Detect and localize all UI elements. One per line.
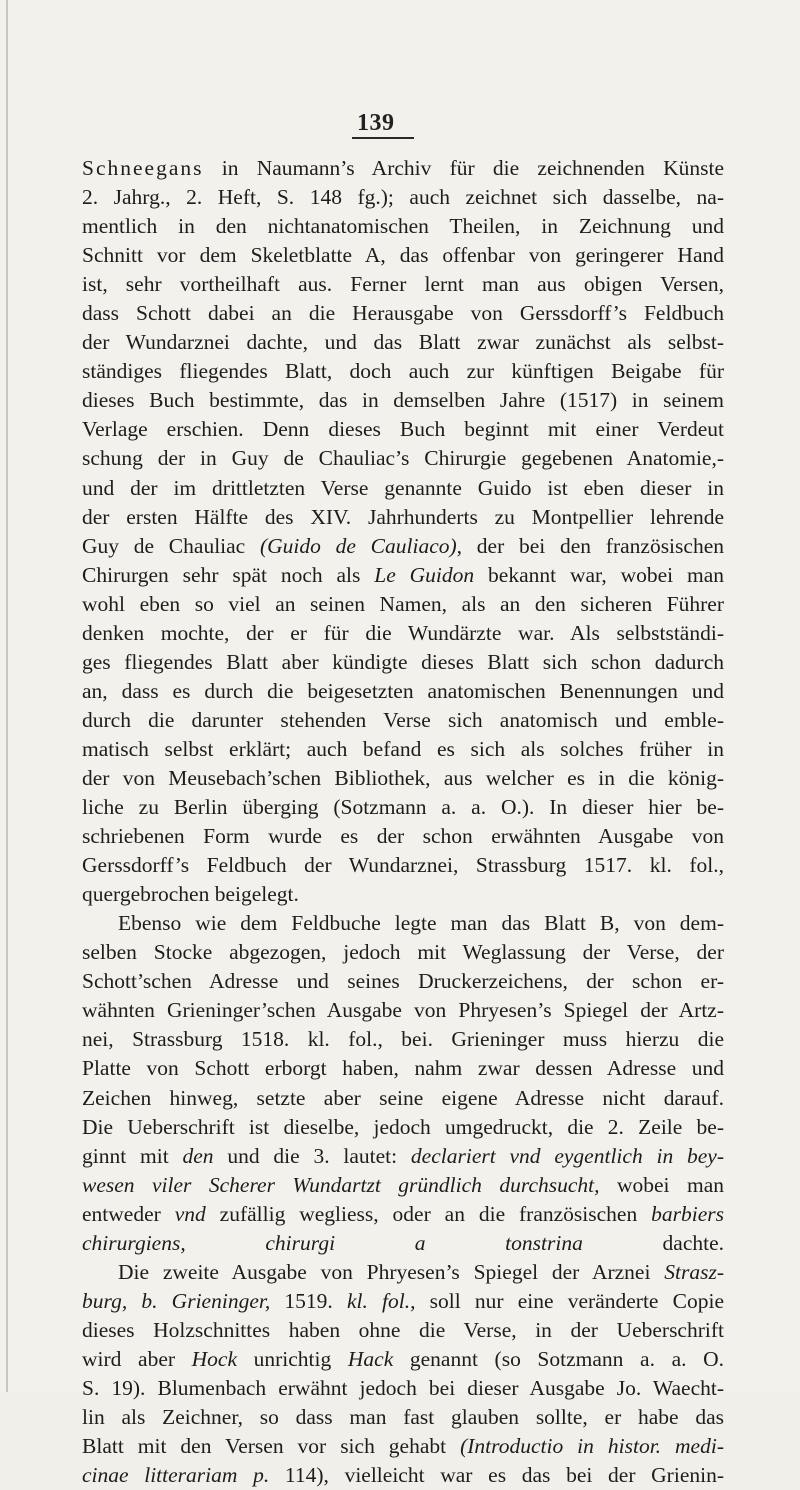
text-segment: wird aber: [82, 1346, 192, 1371]
text-segment: zufällig wegliess, oder an die französischen: [205, 1201, 652, 1226]
text-segment: wähnten Grieninger’schen Ausgabe von Phryesen’s Spiegel der Artz-: [82, 998, 724, 1023]
italic-name: Hock: [191, 1346, 238, 1371]
text-segment: mentlich in den nichtanatomischen Theilen, in Zeichnung und: [82, 214, 724, 239]
text-line: [82, 1142, 724, 1171]
text-segment: dieses Buch bestimmte, das in demselben Jahre (1517) in seinem: [82, 388, 724, 413]
text-segment: Schott’schen Adresse und seines Druckerzeichens, der schon er-: [82, 969, 724, 994]
italic-name: Hack: [347, 1346, 394, 1371]
text-line: [82, 561, 724, 590]
text-line: [82, 1432, 724, 1461]
text-line: [82, 1258, 724, 1287]
text-line: [82, 1316, 724, 1345]
text-segment: nei, Strassburg 1518. kl. fol., bei. Grieninger muss hierzu die: [82, 1027, 724, 1052]
italic-place: Strasz-: [664, 1259, 724, 1284]
text-segment: der von Meusebach’schen Bibliothek, aus welcher es in die könig-: [82, 765, 724, 790]
page-number-underline: [352, 137, 414, 139]
text-segment: bekannt war, wobei man: [474, 562, 724, 587]
text-line: [82, 1025, 724, 1054]
text-segment: Platte von Schott erborgt haben, nahm zwar dessen Adresse und: [82, 1056, 724, 1081]
text-segment: selben Stocke abgezogen, jedoch mit Weglassung der Verse, der: [82, 940, 724, 965]
page-gutter-shadow: [6, 0, 8, 1392]
text-segment: in Naumann’s Archiv für die zeichnenden Künste: [203, 156, 724, 180]
text-line: [82, 1084, 724, 1113]
text-line: [82, 241, 724, 270]
text-segment: matisch selbst erklärt; auch befand es sich als solches früher in: [82, 736, 724, 761]
text-line: [82, 851, 724, 880]
italic-word: vnd: [174, 1201, 206, 1226]
text-segment: ständiges fliegendes Blatt, doch auch zur künftigen Beigabe für: [82, 359, 724, 384]
text-segment: und der im drittletzten Verse genannte Guido ist eben dieser in: [82, 475, 724, 500]
text-line: [82, 1345, 724, 1374]
text-segment: 114), vielleicht war es das bei der Grienin-: [269, 1463, 724, 1488]
text-segment: dachte.: [582, 1230, 724, 1255]
text-line: [82, 1054, 724, 1083]
text-segment: genannt (so Sotzmann a. a. O.: [393, 1346, 725, 1371]
text-line: [82, 1200, 724, 1229]
text-segment: wohl eben so viel an seinen Namen, als an den sicheren Führer: [82, 591, 724, 616]
body-text: [82, 154, 724, 1490]
text-line: [82, 328, 724, 357]
text-segment: S. 19). Blumenbach erwähnt jedoch bei dieser Ausgabe Jo. Waecht-: [82, 1375, 724, 1400]
text-line: [82, 619, 724, 648]
text-segment: dass Schott dabei an die Herausgabe von Gerssdorff’s Feldbuch: [82, 301, 724, 326]
text-segment: lin als Zeichner, so dass man fast glauben sollte, er habe das: [82, 1405, 724, 1430]
text-line: [82, 967, 724, 996]
text-line: [82, 1229, 724, 1258]
text-segment: der Wundarznei dachte, und das Blatt zwar zunächst als selbst-: [82, 330, 724, 355]
text-segment: dieses Holzschnittes haben ohne die Verse, in der Ueberschrift: [82, 1317, 724, 1342]
text-segment: Die zweite Ausgabe von Phryesen’s Spiegel der Arznei: [118, 1259, 665, 1284]
text-line: [82, 357, 724, 386]
text-line: [82, 532, 724, 561]
text-segment: entweder: [82, 1201, 175, 1226]
italic-imprint: burg, b. Grieninger,: [82, 1288, 271, 1313]
text-line: [82, 822, 724, 851]
italic-word: barbiers: [651, 1201, 724, 1226]
text-line: [82, 415, 724, 444]
text-segment: 2. Jahrg., 2. Heft, S. 148 fg.); auch zeichnet sich dasselbe, na-: [82, 185, 724, 210]
text-line: [82, 648, 724, 677]
text-line: [82, 1113, 724, 1142]
text-segment: soll nur eine veränderte Copie: [415, 1288, 725, 1313]
text-segment: durch die darunter stehenden Verse sich anatomisch und emble-: [82, 707, 724, 732]
text-segment: , der bei den französischen: [456, 533, 724, 558]
text-segment: Ebenso wie dem Feldbuche legte man das Blatt B, von dem-: [118, 911, 724, 936]
text-segment: an, dass es durch die beigesetzten anatomischen Benennungen und: [82, 678, 724, 703]
text-line: [82, 706, 724, 735]
text-segment: 1519.: [270, 1288, 347, 1313]
text-line: [82, 1461, 724, 1490]
text-line: [82, 386, 724, 415]
text-line: [82, 270, 724, 299]
italic-quote: wesen viler Scherer Wundartzt gründlich durchsucht,: [82, 1172, 600, 1197]
italic-word: den: [182, 1143, 214, 1168]
italic-phrase: chirurgiens, chirurgi a tonstrina: [82, 1230, 583, 1255]
italic-latin-name: (Guido de Cauliaco): [259, 533, 457, 558]
author-name-emphasis: Schneegans: [82, 156, 204, 180]
text-line: [82, 503, 724, 532]
text-segment: Gerssdorff’s Feldbuch der Wundarznei, Strassburg 1517. kl. fol.,: [82, 853, 724, 878]
text-segment: unrichtig: [237, 1346, 348, 1371]
text-segment: ist, sehr vortheilhaft aus. Ferner lernt man aus obigen Versen,: [82, 272, 724, 297]
italic-title: Le Guidon: [374, 562, 475, 587]
text-segment: der ersten Hälfte des XIV. Jahrhunderts zu Montpellier lehrende: [82, 504, 724, 529]
text-segment: Die Ueberschrift ist dieselbe, jedoch umgedruckt, die 2. Zeile be-: [82, 1114, 724, 1139]
text-line: [82, 909, 724, 938]
text-line: [82, 1403, 724, 1432]
text-segment: liche zu Berlin überging (Sotzmann a. a. O.). In dieser hier be-: [82, 795, 724, 820]
text-segment: denken mochte, der er für die Wundärzte war. Als selbstständi-: [82, 620, 724, 645]
text-line: [82, 474, 724, 503]
text-segment: schriebenen Form wurde es der schon erwähnten Ausgabe von: [82, 824, 724, 849]
text-segment: ges fliegendes Blatt aber kündigte dieses Blatt sich schon dadurch: [82, 649, 724, 674]
text-line: [82, 299, 724, 328]
italic-format: kl. fol.,: [346, 1288, 416, 1313]
text-segment: Guy de Chauliac: [82, 533, 260, 558]
text-line: [82, 1171, 724, 1200]
text-line: [82, 793, 724, 822]
text-line: [82, 1374, 724, 1403]
italic-citation: (Introductio in histor. medi-: [460, 1434, 724, 1459]
text-line: [82, 183, 724, 212]
text-segment: wobei man: [599, 1172, 725, 1197]
text-line: [82, 764, 724, 793]
text-segment: ginnt mit: [82, 1143, 183, 1168]
text-line: [82, 212, 724, 241]
page-number: 139: [357, 110, 395, 136]
text-segment: quergebrochen beigelegt.: [82, 882, 299, 907]
text-line: [82, 1287, 724, 1316]
text-segment: und die 3. lautet:: [213, 1143, 411, 1168]
text-line: [82, 880, 724, 909]
text-segment: Blatt mit den Versen vor sich gehabt: [82, 1434, 461, 1459]
text-line: [82, 590, 724, 619]
italic-citation: cinae litterariam p.: [82, 1463, 270, 1488]
text-line: [82, 444, 724, 473]
text-segment: schung der in Guy de Chauliac’s Chirurgie gegebenen Anatomie,-: [82, 446, 724, 471]
text-line: [82, 677, 724, 706]
text-line: [82, 938, 724, 967]
text-segment: Chirurgen sehr spät noch als: [82, 562, 375, 587]
text-segment: Verlage erschien. Denn dieses Buch beginnt mit einer Verdeut: [82, 417, 724, 442]
text-line: [82, 154, 724, 183]
text-line: [82, 735, 724, 764]
text-line: [82, 996, 724, 1025]
text-segment: Schnitt vor dem Skeletblatte A, das offenbar von geringerer Hand: [82, 243, 724, 268]
italic-quote: declariert vnd eygentlich in bey-: [410, 1143, 725, 1168]
text-segment: Zeichen hinweg, setzte aber seine eigene Adresse nicht darauf.: [82, 1085, 724, 1110]
